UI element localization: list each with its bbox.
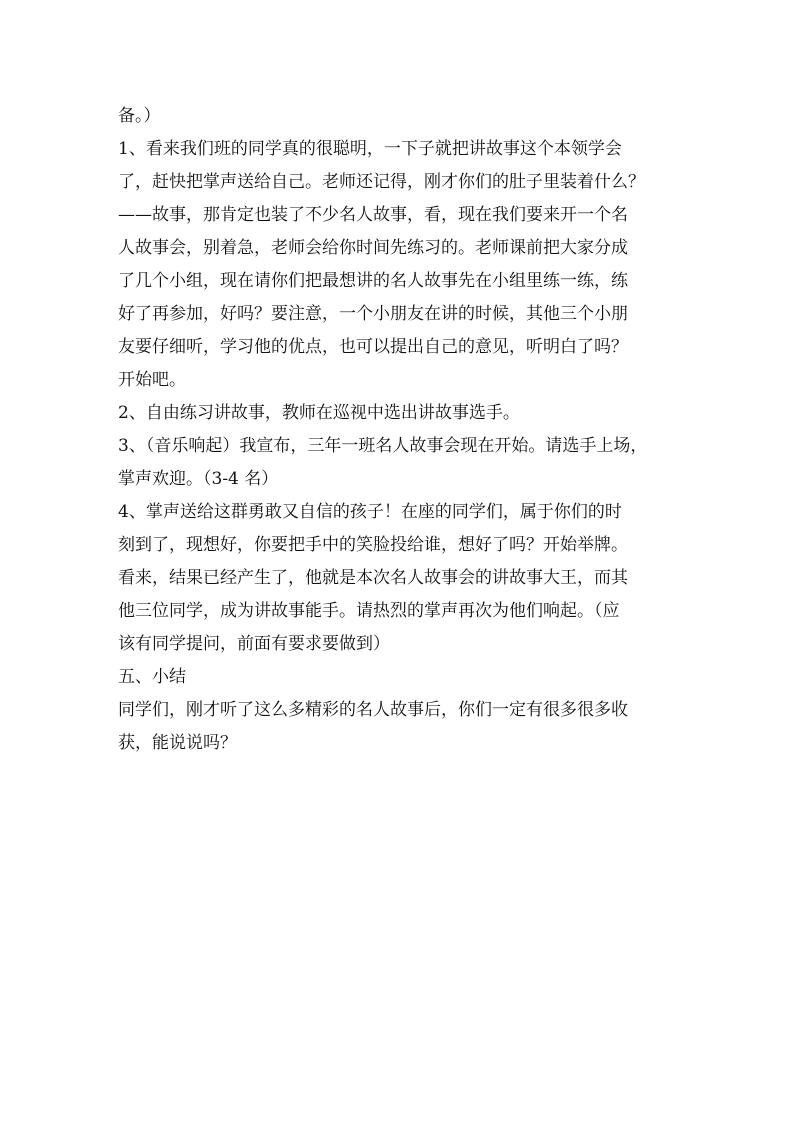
text-line: 同学们，刚才听了这么多精彩的名人故事后，你们一定有很多很多收 (118, 700, 628, 720)
text-line: 掌声欢迎。（3-4 名） (118, 469, 279, 489)
text-line: 看来，结果已经产生了，他就是本次名人故事会的讲故事大王，而其 (118, 568, 628, 588)
paragraph-4 (118, 496, 676, 661)
text-line: 备。） (118, 106, 161, 126)
text-line: 了，赶快把掌声送给自己。老师还记得，刚才你们的肚子里装着什么？ (118, 172, 645, 192)
text-line: 了几个小组，现在请你们把最想讲的名人故事先在小组里练一练，练 (118, 271, 628, 291)
text-line: ——故事，那肯定也装了不少名人故事，看，现在我们要来开一个名 (118, 205, 628, 225)
section-heading (118, 661, 676, 694)
paragraph-2 (118, 397, 676, 430)
text-line: 友要仔细听，学习他的优点，也可以提出自己的意见，听明白了吗？ (118, 337, 628, 357)
paragraph-3 (118, 430, 676, 496)
text-line: 2、自由练习讲故事，教师在巡视中选出讲故事选手。 (118, 403, 520, 423)
paragraph-6 (118, 694, 676, 760)
paragraph-1 (118, 133, 676, 397)
text-line: 4、掌声送给这群勇敢又自信的孩子！在座的同学们，属于你们的时 (118, 502, 622, 522)
text-line: 开始吧。 (118, 370, 186, 390)
paragraph-0 (118, 100, 676, 133)
text-line: 好了再参加，好吗？要注意，一个小朋友在讲的时候，其他三个小朋 (118, 304, 628, 324)
text-line: 他三位同学，成为讲故事能手。请热烈的掌声再次为他们响起。（应 (118, 601, 620, 621)
text-line: 获，能说说吗？ (118, 733, 237, 753)
document-body (118, 100, 676, 760)
text-line: 1、看来我们班的同学真的很聪明，一下子就把讲故事这个本领学会 (118, 139, 622, 159)
text-line: 人故事会，别着急，老师会给你时间先练习的。老师课前把大家分成 (118, 238, 628, 258)
text-line: 刻到了，现想好，你要把手中的笑脸投给谁，想好了吗？开始举牌。 (118, 535, 628, 555)
text-line: 该有同学提问，前面有要求要做到） (118, 634, 390, 654)
text-line: 五、小结 (118, 667, 186, 687)
text-line: 3、（音乐响起）我宣布，三年一班名人故事会现在开始。请选手上场， (118, 436, 648, 456)
